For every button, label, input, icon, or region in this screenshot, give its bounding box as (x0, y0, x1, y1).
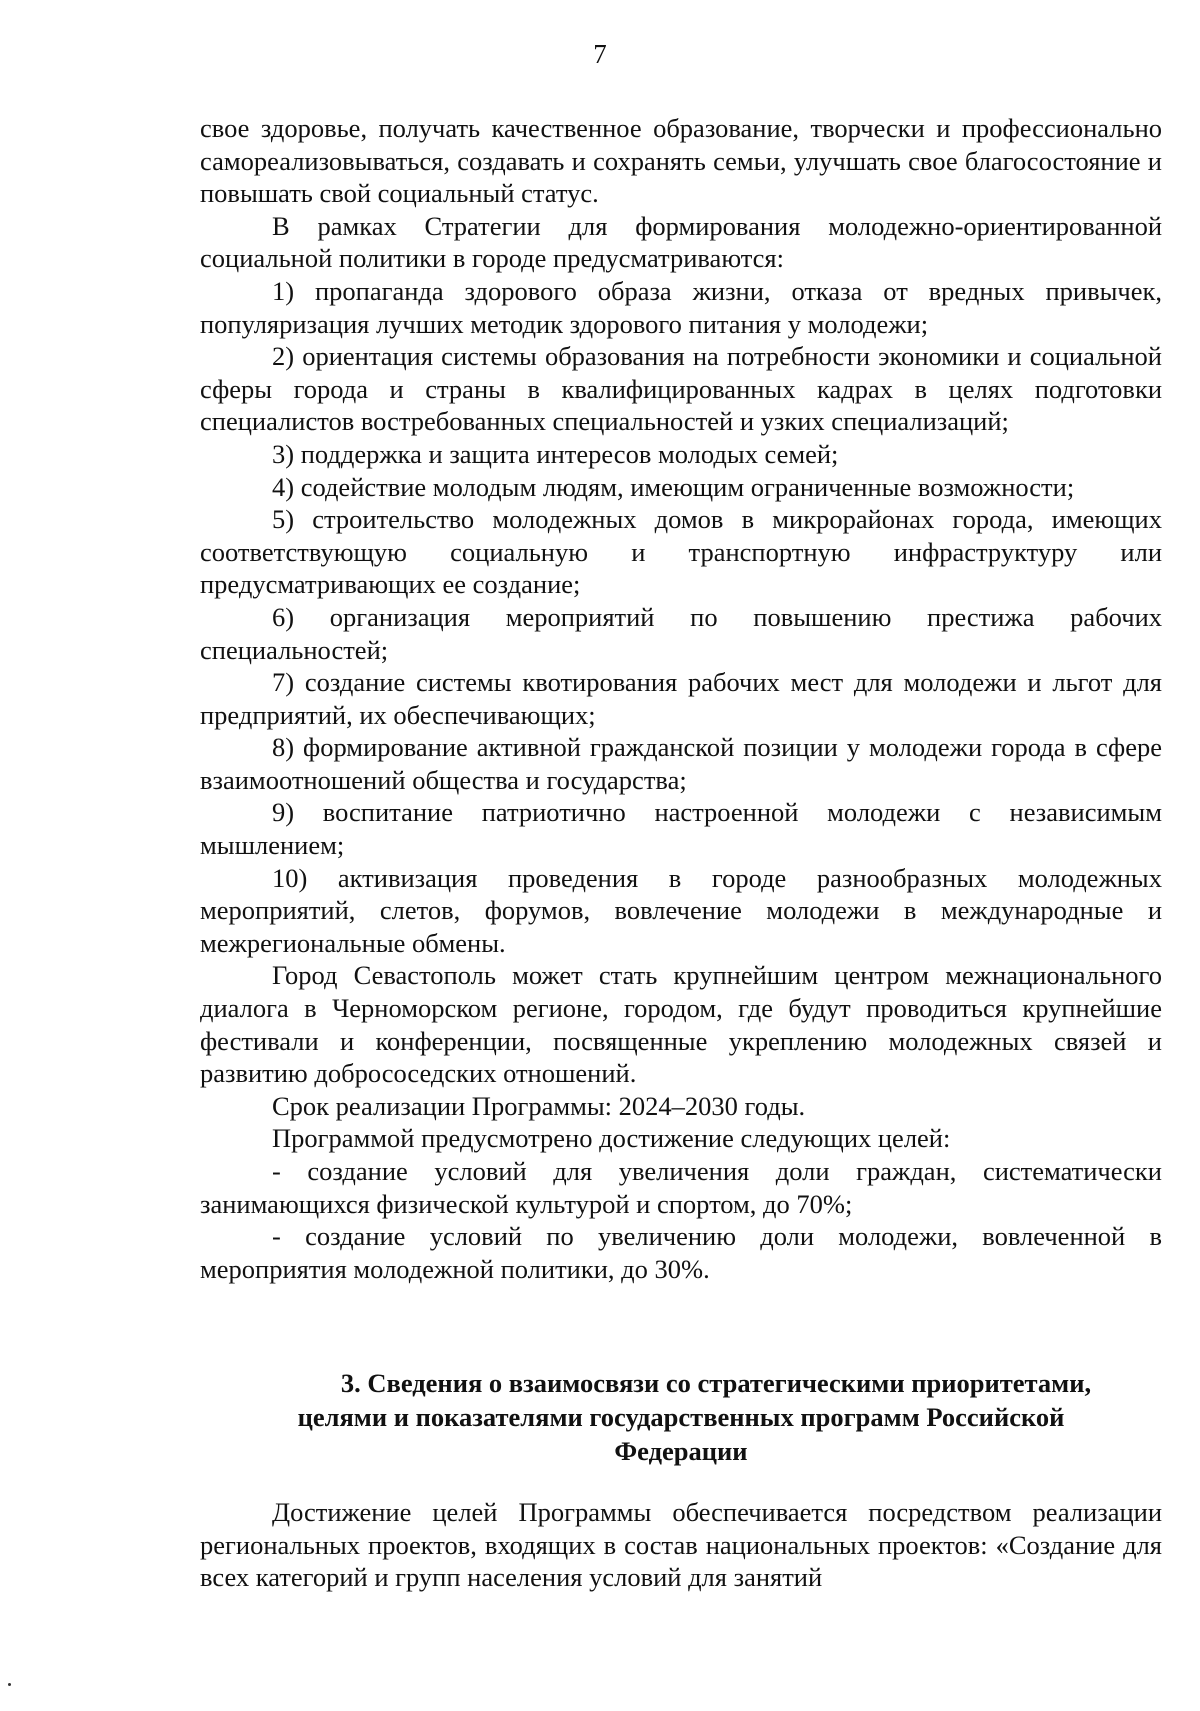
section-heading-line-2: целями и показателями государственных программ Российской (297, 1402, 1065, 1432)
paragraph-goals-intro: Программой предусмотрено достижение следующих целей: (272, 1123, 951, 1154)
list-item-3: 3) поддержка и защита интересов молодых семей; (272, 438, 839, 469)
list-item-7: 7) создание системы квотирования рабочих мест для молодежи и льгот для предприятий, их обеспечивающих; (200, 667, 1162, 730)
list-item-10: 10) активизация проведения в городе разнообразных молодежных мероприятий, слетов, форумов, вовлечение молодежи в международные и межрегиональные обмены. (200, 862, 1162, 958)
list-item-6: 6) организация мероприятий по повышению престижа рабочих специальностей; (200, 601, 1162, 665)
section-body-text (200, 1496, 1162, 1594)
goal-item-2: - создание условий по увеличению доли молодежи, вовлеченной в мероприятия молодежной политики, до 30%. (200, 1221, 1162, 1284)
scan-speck (8, 1683, 11, 1686)
paragraph-intro: свое здоровье, получать качественное образование, творчески и профессионально самореализовываться, создавать и сохранять семьи, улучшать свое благосостояние и повышать свой социальный статус. (200, 113, 1162, 209)
list-item-9: 9) воспитание патриотично настроенной молодежи с независимым мышлением; (200, 797, 1162, 861)
section-heading-line-3: Федерации (614, 1436, 748, 1466)
section-heading-line-1: 3. Сведения о взаимосвязи со стратегическими приоритетами, (340, 1368, 1092, 1398)
body-text (200, 112, 1162, 1285)
page-number: 7 (593, 39, 607, 69)
list-item-2: 2) ориентация системы образования на потребности экономики и социальной сферы города и страны в квалифицированных кадрах в целях подготовки специалистов востребованных специальностей и узких специализаций; (200, 341, 1162, 437)
list-item-1: 1) пропаганда здорового образа жизни, отказа от вредных привычек, популяризация лучших методик здорового питания у молодежи; (200, 275, 1162, 339)
goal-item-1: - создание условий для увеличения доли граждан, систематически занимающихся физической культурой и спортом, до 70%; (200, 1156, 1162, 1219)
list-item-4: 4) содействие молодым людям, имеющим ограниченные возможности; (272, 471, 1075, 502)
paragraph-goals-achievement: Достижение целей Программы обеспечивается посредством реализации региональных проектов, входящих в состав национальных проектов: «Создание для всех категорий и групп населения условий для занятий (200, 1497, 1162, 1593)
section-heading (200, 1366, 1162, 1468)
paragraph-strategy: В рамках Стратегии для формирования молодежно-ориентированной социальной политики в городе предусматриваются: (200, 210, 1162, 274)
list-item-8: 8) формирование активной гражданской позиции у молодежи города в сфере взаимоотношений общества и государства; (200, 732, 1162, 795)
paragraph-sevastopol: Город Севастополь может стать крупнейшим центром межнационального диалога в Черноморском регионе, городом, где будут проводиться крупнейшие фестивали и конференции, посвященные укреплению молодежных связей и развитию добрососедских отношений. (200, 960, 1162, 1089)
list-item-5: 5) строительство молодежных домов в микрорайонах города, имеющих соответствующую социальную и транспортную инфраструктуру или предусматривающих ее создание; (200, 504, 1162, 600)
paragraph-program-term: Срок реализации Программы: 2024–2030 годы. (272, 1090, 806, 1121)
